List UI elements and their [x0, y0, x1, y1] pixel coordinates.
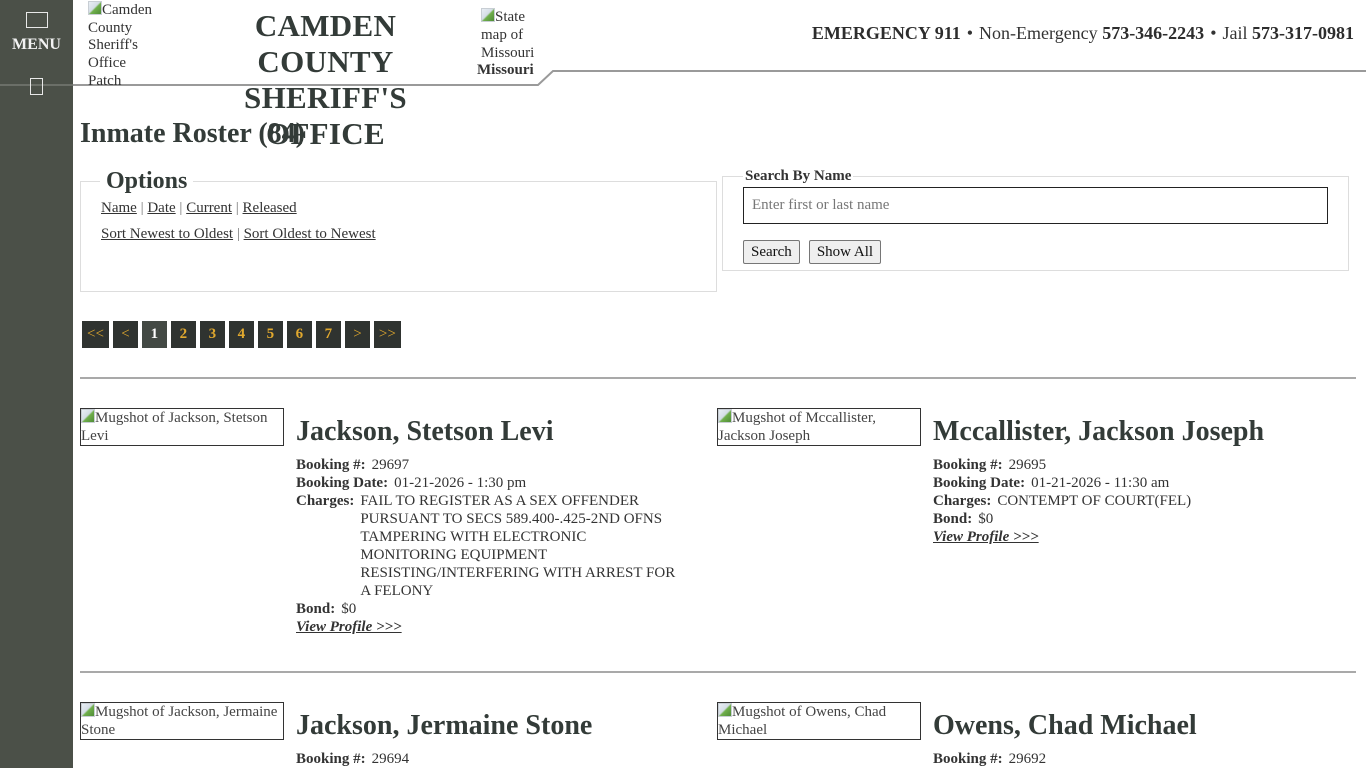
mugshot-image[interactable]: Mugshot of Mccallister, Jackson Joseph [717, 408, 921, 446]
map-label: Missouri [477, 62, 534, 78]
view-profile-link[interactable]: View Profile >>> [933, 529, 1039, 545]
page-5-button[interactable]: 5 [258, 321, 283, 348]
missouri-map-image: State map of Missouri [481, 9, 535, 61]
charges: FAIL TO REGISTER AS A SEX OFFENDER PURSUANT TO SECS 589.400-.425-2ND OFNS TAMPERING WITH ELECTRONIC MONITORING EQUIPMENT RESISTING/INTERFERING WITH ARREST FOR A FELONY [360, 493, 676, 599]
broken-image-icon [81, 703, 95, 717]
options-legend: Options [106, 168, 188, 194]
divider [80, 377, 1356, 379]
charges: CONTEMPT OF COURT(FEL) [997, 493, 1192, 509]
page-1-button[interactable]: 1 [142, 321, 167, 348]
charges-label: Charges: [296, 493, 355, 509]
sort-newest-link[interactable]: Sort Newest to Oldest [101, 226, 234, 242]
menu-button[interactable] [0, 12, 73, 54]
booking-number: 29692 [1008, 751, 1047, 767]
inmate-name: Owens, Chad Michael [933, 710, 1197, 741]
sheriff-patch-logo[interactable]: Camden County Sheriff's Office Patch [88, 2, 152, 89]
page-4-button[interactable]: 4 [229, 321, 254, 348]
view-profile-link[interactable]: View Profile >>> [296, 619, 402, 635]
page-2-button[interactable]: 2 [171, 321, 196, 348]
page-title: Inmate Roster (84) [80, 118, 305, 149]
glyph-icon[interactable] [30, 78, 43, 95]
bond-amount: $0 [341, 601, 357, 617]
booking-date: 01-21-2026 - 11:30 am [1031, 475, 1170, 491]
menu-label: MENU [12, 36, 61, 53]
page-6-button[interactable]: 6 [287, 321, 312, 348]
emergency-number[interactable]: EMERGENCY 911 [811, 23, 961, 43]
broken-image-icon [481, 8, 495, 22]
site-title-line2: SHERIFF'S OFFICE [244, 80, 407, 151]
sort-links: Sort Newest to Oldest | Sort Oldest to Newest [101, 226, 376, 242]
page-7-button[interactable]: 7 [316, 321, 341, 348]
show-all-button[interactable]: Show All [809, 240, 881, 264]
non-emergency-label: Non-Emergency [979, 23, 1098, 43]
filter-name-link[interactable]: Name [101, 200, 137, 216]
booking-date-label: Booking Date: [296, 475, 389, 491]
broken-image-icon [88, 1, 102, 15]
mugshot-image[interactable]: Mugshot of Owens, Chad Michael [717, 702, 921, 740]
broken-image-icon [81, 409, 95, 423]
contact-info: EMERGENCY 911 • Non-Emergency 573-346-2243 • Jail 573-317-0981 [811, 23, 1354, 43]
jail-label: Jail [1222, 23, 1248, 43]
inmate-name: Jackson, Jermaine Stone [296, 710, 593, 741]
inmate-name: Mccallister, Jackson Joseph [933, 416, 1265, 447]
booking-date: 01-21-2026 - 1:30 pm [394, 475, 527, 491]
filter-links: Name | Date | Current | Released [101, 200, 297, 216]
non-emergency-phone[interactable]: 573-346-2243 [1102, 23, 1205, 43]
booking-date-label: Booking Date: [933, 475, 1026, 491]
booking-number: 29694 [371, 751, 410, 767]
last-page-button[interactable]: >> [374, 321, 401, 348]
search-button[interactable]: Search [743, 240, 800, 264]
sidebar [0, 0, 73, 768]
sort-oldest-link[interactable]: Sort Oldest to Newest [243, 226, 376, 242]
charges-label: Charges: [933, 493, 992, 509]
filter-released-link[interactable]: Released [242, 200, 297, 216]
filter-date-link[interactable]: Date [147, 200, 176, 216]
inmate-name: Jackson, Stetson Levi [296, 416, 554, 447]
mugshot-image[interactable]: Mugshot of Jackson, Jermaine Stone [80, 702, 284, 740]
site-title-line1: CAMDEN COUNTY [254, 8, 397, 79]
bond-label: Bond: [933, 511, 973, 527]
jail-phone[interactable]: 573-317-0981 [1252, 23, 1354, 43]
bond-label: Bond: [296, 601, 336, 617]
options-panel [80, 168, 717, 292]
booking-number-label: Booking #: [296, 457, 366, 473]
bond-amount: $0 [978, 511, 994, 527]
first-page-button[interactable]: << [82, 321, 109, 348]
name-search-input[interactable] [743, 187, 1328, 224]
page-3-button[interactable]: 3 [200, 321, 225, 348]
booking-number-label: Booking #: [933, 457, 1003, 473]
booking-number: 29697 [371, 457, 410, 473]
mugshot-image[interactable]: Mugshot of Jackson, Stetson Levi [80, 408, 284, 446]
pagination [82, 321, 401, 348]
menu-icon [26, 12, 48, 28]
search-panel [722, 168, 1349, 271]
booking-number-label: Booking #: [933, 751, 1003, 767]
filter-current-link[interactable]: Current [186, 200, 233, 216]
search-legend: Search By Name [745, 168, 852, 184]
prev-page-button[interactable]: < [113, 321, 138, 348]
broken-image-icon [718, 703, 732, 717]
next-page-button[interactable]: > [345, 321, 370, 348]
divider [80, 671, 1356, 673]
booking-number-label: Booking #: [296, 751, 366, 767]
booking-number: 29695 [1008, 457, 1047, 473]
broken-image-icon [718, 409, 732, 423]
